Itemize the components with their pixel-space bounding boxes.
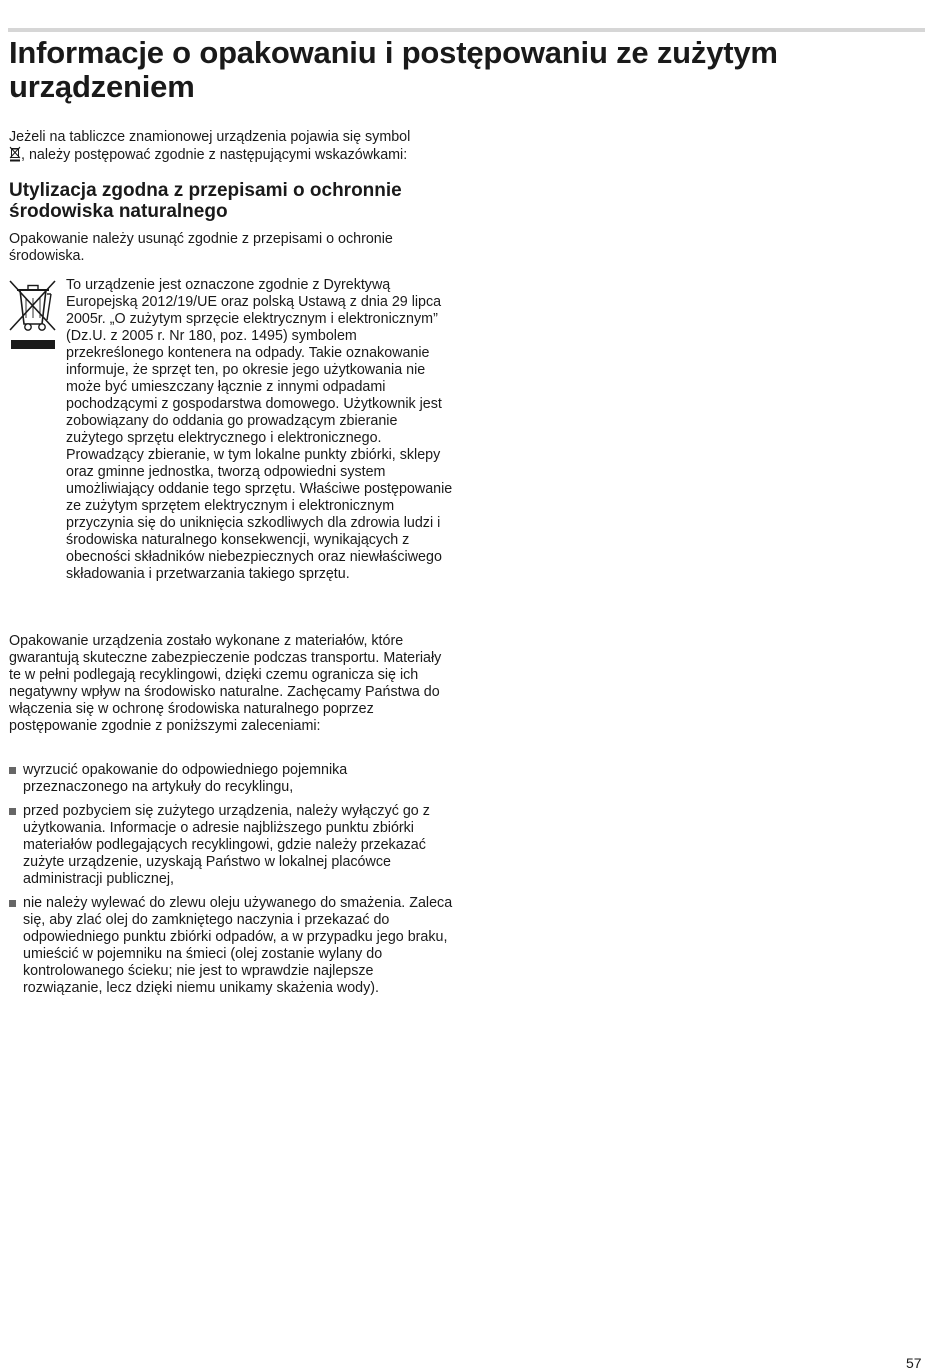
list-item-text: wyrzucić opakowanie do odpowiedniego pojemnika przeznaczonego na artykuły do recyklingu, xyxy=(23,762,348,795)
list-item-text: nie należy wylewać do zlewu oleju używanego do smażenia. Zaleca się, aby zlać olej do zamkniętego naczynia i przekazać do odpowiedniego punktu zbiórki odpadów, a w przypadku jego braku, umieścić w pojemniku na śmieci (olej zostanie wylany do kontrolowanego ścieku; nie jest to wprawdzie najlepsze rozwiązanie, lecz dzięki niemu unikamy skażenia wody). xyxy=(23,895,453,996)
square-bullet-icon xyxy=(9,767,16,774)
square-bullet-icon xyxy=(9,808,16,815)
weee-paragraph: To urządzenie jest oznaczone zgodnie z Dyrektywą Europejską 2012/19/UE oraz polską Ustawą z dnia 29 lipca 2005r. „O zużytym sprzęcie elektrycznym i elektronicznym” (Dz.U. z 2005 r. Nr 180, poz. 1495) symbolem przekreślonego kontenera na odpady. Takie oznakowanie informuje, że sprzęt ten, po okresie jego użytkowania nie może być umieszczany łącznie z innymi odpadami pochodzącymi z gospodarstwa domowego. Użytkownik jest zobowiązany do oddania go prowadzącym zbieranie zużytego sprzętu elektrycznego i elektronicznego. Prowadzący zbieranie, w tym lokalne punkty zbiórki, sklepy oraz gminne jednostka, tworzą odpowiedni system umożliwiający oddanie tego sprzętu. Właściwe postępowanie ze zużytym sprzętem elektrycznym i elektronicznym przyczynia się do uniknięcia szkodliwych dla zdrowia ludzi i środowiska naturalnego konsekwencji, wynikających z obecności składników niebezpiecznych oraz niewłaściwego składowania i przetwarzania takiego sprzętu. xyxy=(66,277,453,582)
recommendations-list xyxy=(9,762,454,1004)
section-heading: Utylizacja zgodna z przepisami o ochronnie środowiska naturalnego xyxy=(9,180,402,222)
intro-text-continued: , należy postępować zgodnie z następującymi wskazówkami: xyxy=(21,147,408,163)
square-bullet-icon xyxy=(9,900,16,907)
list-item xyxy=(9,803,454,888)
materials-paragraph: Opakowanie urządzenia zostało wykonane z materiałów, które gwarantują skuteczne zabezpieczenie podczas transportu. Materiały te w pełni podlegają recyklingowi, dzięki czemu ogranicza się ich negatywny wpływ na środowisko naturalne. Zachęcamy Państwa do włączenia się w ochronę środowiska naturalnego poprzez postępowanie zgodnie z poniższymi zaleceniami: xyxy=(9,633,442,734)
crossed-out-wheelie-bin-icon xyxy=(9,280,57,352)
top-rule xyxy=(8,28,925,32)
list-item xyxy=(9,762,454,796)
packaging-note: Opakowanie należy usunąć zgodnie z przepisami o ochronie środowiska. xyxy=(9,231,393,264)
list-item-text: przed pozbyciem się zużytego urządzenia, należy wyłączyć go z użytkowania. Informacje o adresie najbliższego punktu zbiórki materiałów podlegających recyklingowi, gdzie należy przekazać zużyte urządzenie, uzyskają Państwo w lokalnej placówce administracji publicznej, xyxy=(23,803,430,887)
intro-text: Jeżeli na tabliczce znamionowej urządzenia pojawia się symbol xyxy=(9,129,411,145)
list-item xyxy=(9,895,454,997)
page-title: Informacje o opakowaniu i postępowaniu ze zużytym urządzeniem xyxy=(9,35,778,104)
intro-paragraph xyxy=(9,129,454,164)
crossed-out-bin-icon xyxy=(9,146,21,162)
page-number: 57 xyxy=(906,1355,922,1371)
